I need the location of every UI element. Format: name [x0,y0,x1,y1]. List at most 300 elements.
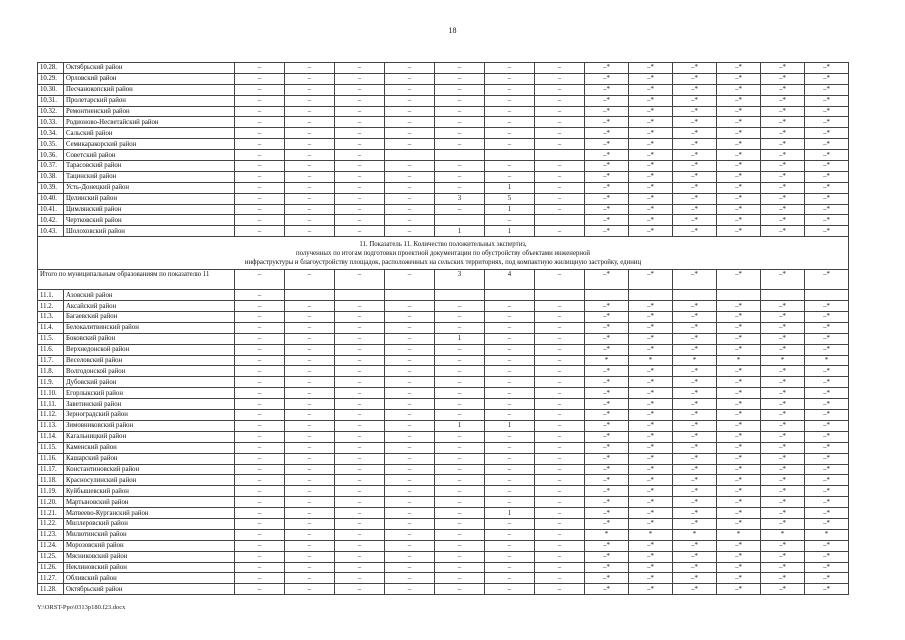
row-number: 11.19. [38,486,64,497]
value-cell: –* [761,486,805,497]
row-number: 10.29. [38,73,64,84]
district-name: Зимовниковский район [64,420,235,431]
value-cell: – [535,366,585,377]
district-name: Тацинский район [64,171,235,182]
value-cell: – [285,215,335,226]
row-number: 11.15. [38,442,64,453]
value-cell: –* [761,215,805,226]
value-cell: – [435,95,485,106]
value-cell: – [385,529,435,540]
row-number: 11.10. [38,388,64,399]
value-cell: –* [673,333,717,344]
district-name: Багаевский район [64,312,235,323]
table-row [38,193,849,204]
value-cell: – [435,431,485,442]
table-row [38,540,849,551]
value-cell: – [235,95,285,106]
district-name: Боковский район [64,333,235,344]
total-value: – [335,270,385,290]
value-cell: * [717,529,761,540]
value-cell: –* [629,475,673,486]
value-cell: 1 [485,420,535,431]
total-value: 3 [435,270,485,290]
total-value: –* [673,270,717,290]
table-row [38,551,849,562]
value-cell: –* [585,95,629,106]
value-cell: –* [717,161,761,172]
value-cell: – [535,508,585,519]
value-cell: –* [629,84,673,95]
value-cell: –* [717,584,761,595]
value-cell: – [335,161,385,172]
value-cell: – [235,540,285,551]
row-number: 11.14. [38,431,64,442]
value-cell: –* [629,226,673,237]
value-cell: –* [717,312,761,323]
value-cell: – [335,497,385,508]
value-cell: – [235,475,285,486]
value-cell: –* [629,301,673,312]
value-cell: –* [805,333,849,344]
value-cell: –* [717,215,761,226]
value-cell: – [435,475,485,486]
district-name: Матвеево-Курганский район [64,508,235,519]
row-number: 10.32. [38,106,64,117]
table-row [38,128,849,139]
value-cell: – [335,193,385,204]
value-cell: – [335,63,385,74]
row-number: 11.24. [38,540,64,551]
section-header [38,237,849,290]
value-cell: – [335,215,385,226]
value-cell: – [235,322,285,333]
value-cell: – [235,193,285,204]
value-cell: – [385,128,435,139]
value-cell: – [385,410,435,421]
value-cell [717,290,761,301]
value-cell [335,290,385,301]
value-cell: – [285,128,335,139]
value-cell: – [235,551,285,562]
value-cell: – [485,355,535,366]
row-number: 11.7. [38,355,64,366]
value-cell: –* [761,150,805,161]
value-cell [535,215,585,226]
value-cell: * [673,355,717,366]
value-cell: 1 [435,420,485,431]
value-cell: – [285,388,335,399]
value-cell: –* [805,226,849,237]
value-cell: – [285,204,335,215]
value-cell: –* [717,204,761,215]
value-cell: 1 [435,333,485,344]
table-row [38,584,849,595]
value-cell: – [535,529,585,540]
value-cell: – [485,442,535,453]
value-cell: –* [585,301,629,312]
value-cell: –* [717,171,761,182]
value-cell: –* [717,84,761,95]
value-cell: – [435,486,485,497]
district-name: Егорлыкский район [64,388,235,399]
district-name: Аксайский район [64,301,235,312]
value-cell: –* [673,453,717,464]
value-cell [485,150,535,161]
value-cell: – [285,193,335,204]
value-cell: –* [629,410,673,421]
value-cell: – [535,95,585,106]
value-cell: – [435,63,485,74]
value-cell [535,150,585,161]
value-cell: – [485,584,535,595]
district-name: Родионово-Несветайский район [64,117,235,128]
value-cell: –* [629,497,673,508]
value-cell: – [435,464,485,475]
value-cell: – [385,464,435,475]
value-cell: – [335,442,385,453]
table-row [38,290,849,301]
value-cell: –* [673,150,717,161]
value-cell: –* [629,584,673,595]
value-cell: –* [629,366,673,377]
value-cell: – [385,551,435,562]
value-cell: – [285,475,335,486]
value-cell: –* [717,63,761,74]
table-row [38,215,849,226]
table-row [38,562,849,573]
row-number: 11.11. [38,399,64,410]
district-name: Ремонтненский район [64,106,235,117]
value-cell: –* [761,497,805,508]
value-cell: –* [629,573,673,584]
value-cell: –* [717,420,761,431]
value-cell: –* [629,322,673,333]
value-cell: –* [717,486,761,497]
row-number: 11.25. [38,551,64,562]
value-cell: –* [717,431,761,442]
value-cell: –* [717,117,761,128]
value-cell: –* [629,486,673,497]
value-cell: – [535,139,585,150]
value-cell: –* [585,204,629,215]
value-cell: –* [673,344,717,355]
value-cell: –* [629,150,673,161]
value-cell: – [285,106,335,117]
value-cell: –* [673,301,717,312]
value-cell: – [385,377,435,388]
value-cell: –* [717,442,761,453]
table-row [38,161,849,172]
rows-bottom [38,290,849,595]
row-number: 10.36. [38,150,64,161]
value-cell: – [385,399,435,410]
value-cell: – [485,333,535,344]
table-row [38,377,849,388]
value-cell: – [535,377,585,388]
value-cell: –* [629,431,673,442]
value-cell: – [285,584,335,595]
value-cell: –* [673,540,717,551]
value-cell: – [335,453,385,464]
value-cell: –* [585,420,629,431]
value-cell: – [435,312,485,323]
value-cell: 3 [435,193,485,204]
value-cell: * [805,355,849,366]
value-cell: – [435,171,485,182]
value-cell: – [335,508,385,519]
value-cell: –* [805,95,849,106]
value-cell: – [285,333,335,344]
value-cell: – [535,73,585,84]
value-cell: – [485,95,535,106]
row-number: 11.18. [38,475,64,486]
value-cell: – [485,128,535,139]
value-cell: – [485,139,535,150]
table-row [38,573,849,584]
value-cell: –* [629,540,673,551]
value-cell: –* [585,431,629,442]
value-cell: –* [761,204,805,215]
value-cell: – [535,226,585,237]
value-cell: –* [629,377,673,388]
value-cell: –* [673,518,717,529]
value-cell: –* [805,388,849,399]
value-cell: – [235,301,285,312]
value-cell: – [235,290,285,301]
table-row [38,150,849,161]
value-cell: – [335,399,385,410]
value-cell: –* [629,518,673,529]
district-name: Красносулинский район [64,475,235,486]
value-cell: – [285,442,335,453]
row-number: 11.9. [38,377,64,388]
value-cell: – [535,106,585,117]
value-cell: –* [761,551,805,562]
value-cell: – [235,562,285,573]
value-cell: –* [805,73,849,84]
value-cell: – [385,226,435,237]
value-cell: – [435,161,485,172]
value-cell: –* [717,73,761,84]
row-number: 11.12. [38,410,64,421]
value-cell: – [285,355,335,366]
value-cell: – [235,410,285,421]
value-cell: –* [761,377,805,388]
table-row [38,529,849,540]
value-cell: –* [805,410,849,421]
district-name: Чертковский район [64,215,235,226]
value-cell: – [285,150,335,161]
table-row [38,106,849,117]
value-cell: –* [585,333,629,344]
value-cell: – [435,84,485,95]
value-cell: – [485,377,535,388]
value-cell: – [535,182,585,193]
value-cell: – [385,301,435,312]
row-number: 11.27. [38,573,64,584]
value-cell: – [485,344,535,355]
value-cell: –* [585,584,629,595]
value-cell: – [385,182,435,193]
value-cell: –* [673,139,717,150]
value-cell: – [535,442,585,453]
value-cell: – [385,171,435,182]
value-cell: – [535,420,585,431]
value-cell: – [335,139,385,150]
value-cell: –* [585,193,629,204]
value-cell: – [385,355,435,366]
district-name: Целинский район [64,193,235,204]
value-cell: –* [585,399,629,410]
value-cell: – [385,106,435,117]
value-cell: –* [629,73,673,84]
value-cell: –* [761,388,805,399]
row-number: 10.40. [38,193,64,204]
total-value: –* [629,270,673,290]
value-cell: –* [717,562,761,573]
district-name: Мартыновский район [64,497,235,508]
value-cell: – [285,497,335,508]
value-cell: – [335,355,385,366]
value-cell: –* [761,540,805,551]
rows-top [38,63,849,237]
value-cell: –* [629,333,673,344]
value-cell: – [235,73,285,84]
value-cell: – [285,420,335,431]
value-cell: – [385,215,435,226]
district-name: Азовский район [64,290,235,301]
value-cell: – [535,464,585,475]
value-cell: –* [717,95,761,106]
value-cell: – [235,508,285,519]
table-row [38,399,849,410]
row-number: 11.13. [38,420,64,431]
row-number: 11.21. [38,508,64,519]
value-cell: –* [585,540,629,551]
value-cell: – [335,171,385,182]
value-cell [485,290,535,301]
value-cell: –* [717,388,761,399]
value-cell: –* [805,442,849,453]
value-cell: – [285,322,335,333]
table-row [38,95,849,106]
value-cell: –* [585,215,629,226]
row-number: 11.6. [38,344,64,355]
value-cell: –* [585,106,629,117]
value-cell: – [435,399,485,410]
value-cell: –* [673,63,717,74]
total-value: –* [805,270,849,290]
value-cell: –* [629,453,673,464]
value-cell: –* [717,475,761,486]
value-cell: –* [673,388,717,399]
total-row [38,270,849,290]
value-cell: – [485,410,535,421]
value-cell: – [235,497,285,508]
value-cell: – [385,431,435,442]
value-cell: – [235,106,285,117]
value-cell: – [235,366,285,377]
value-cell: –* [805,139,849,150]
row-number: 11.22. [38,518,64,529]
value-cell [673,290,717,301]
row-number: 11.2. [38,301,64,312]
value-cell: – [285,508,335,519]
value-cell: * [585,355,629,366]
value-cell: –* [585,226,629,237]
value-cell: –* [673,573,717,584]
value-cell: –* [673,117,717,128]
value-cell: – [235,333,285,344]
value-cell: –* [761,333,805,344]
value-cell: –* [805,204,849,215]
value-cell: – [235,420,285,431]
total-value: 4 [485,270,535,290]
value-cell: – [485,171,535,182]
value-cell: –* [585,562,629,573]
value-cell: – [485,573,535,584]
value-cell: –* [805,562,849,573]
value-cell: –* [629,106,673,117]
value-cell: – [535,301,585,312]
value-cell: – [535,355,585,366]
value-cell: –* [585,322,629,333]
row-number: 10.30. [38,84,64,95]
value-cell: – [535,84,585,95]
total-label: Итого по муниципальным образованиям по показателю 11 [38,270,235,290]
value-cell: –* [717,497,761,508]
table-row [38,117,849,128]
value-cell: –* [761,431,805,442]
value-cell: – [485,73,535,84]
value-cell: – [335,518,385,529]
table-row [38,431,849,442]
value-cell: – [235,486,285,497]
total-value: –* [761,270,805,290]
value-cell: – [435,377,485,388]
value-cell: – [235,63,285,74]
value-cell: – [385,442,435,453]
value-cell: –* [761,84,805,95]
value-cell: –* [805,117,849,128]
value-cell: –* [673,442,717,453]
value-cell: –* [761,518,805,529]
value-cell: –* [761,193,805,204]
value-cell: –* [717,182,761,193]
value-cell: – [285,540,335,551]
value-cell: –* [761,584,805,595]
district-name: Тарасовский район [64,161,235,172]
value-cell: –* [717,551,761,562]
value-cell: – [285,486,335,497]
value-cell: – [285,84,335,95]
table-row [38,73,849,84]
total-value: –* [717,270,761,290]
value-cell: –* [761,464,805,475]
value-cell: – [485,215,535,226]
row-number: 11.28. [38,584,64,595]
value-cell: – [435,73,485,84]
value-cell: – [435,497,485,508]
value-cell: –* [673,73,717,84]
total-value: – [385,270,435,290]
value-cell: – [385,312,435,323]
row-number: 11.1. [38,290,64,301]
value-cell: – [435,584,485,595]
value-cell: – [435,410,485,421]
value-cell: –* [761,508,805,519]
value-cell: –* [629,442,673,453]
